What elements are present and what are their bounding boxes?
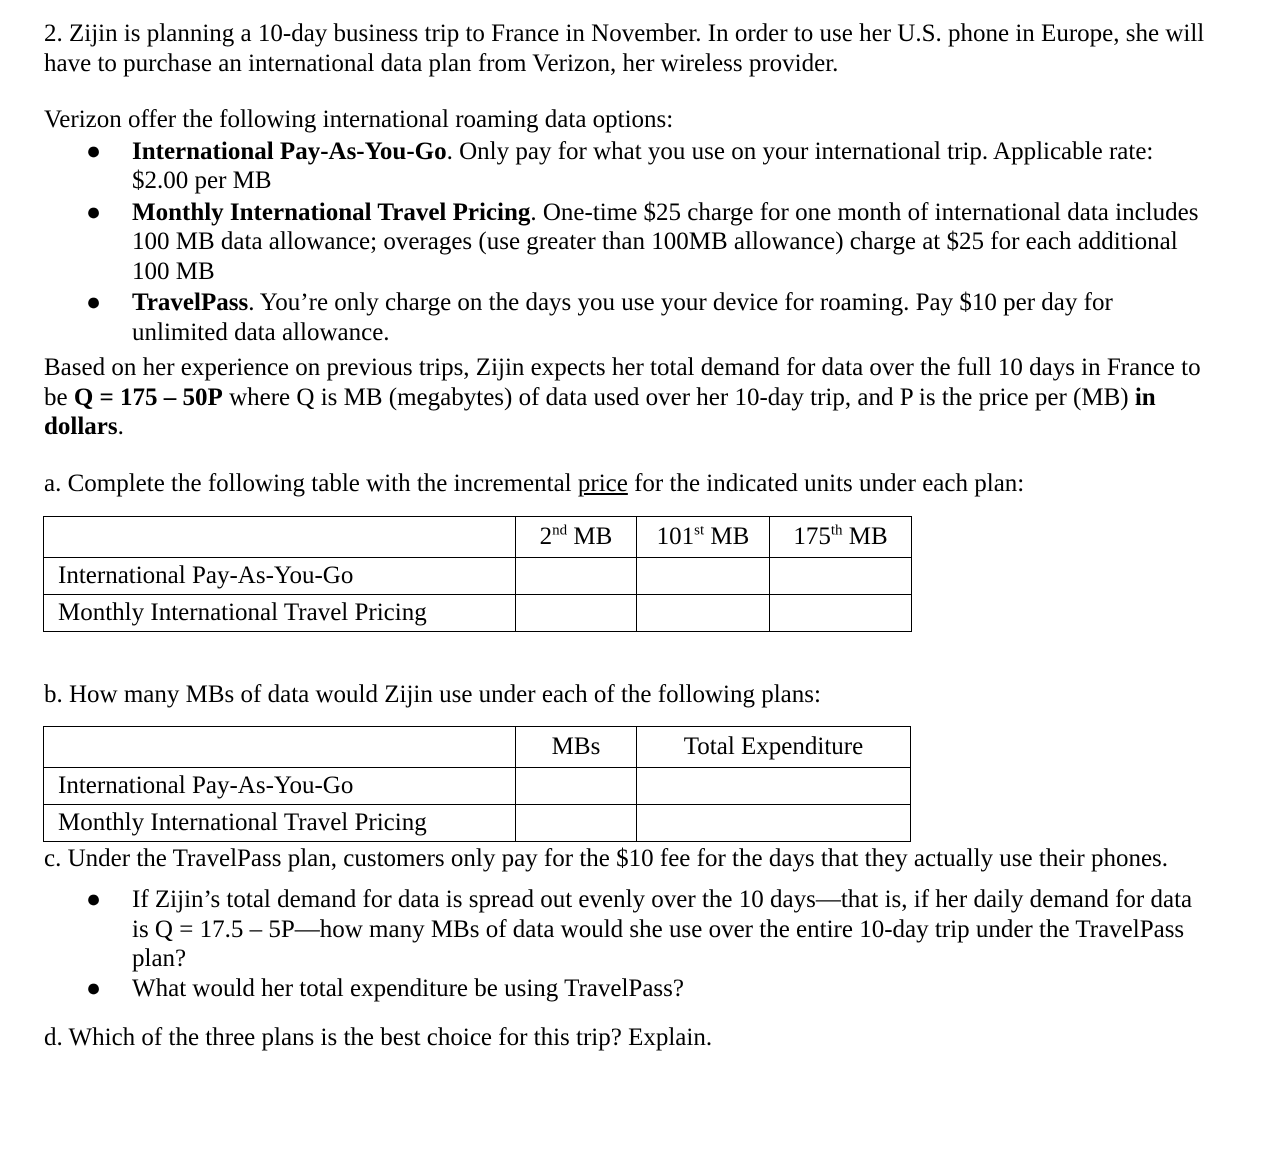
incremental-price-table xyxy=(43,516,912,632)
table-row xyxy=(44,767,911,804)
demand-equation: Q = 175 – 50P xyxy=(73,383,223,411)
table-header-row xyxy=(44,517,912,558)
plan-name: Monthly International Travel Pricing xyxy=(132,198,531,226)
answer-cell[interactable] xyxy=(637,595,770,632)
plan-description: . You’re only charge on the days you use your device for roaming. Pay $10 per day for unlimited data allowance. xyxy=(132,289,1113,346)
bullet-icon: ● xyxy=(86,974,102,1002)
row-label: International Pay-As-You-Go xyxy=(44,558,516,595)
plan-description: . One-time $25 charge for one month of international data includes 100 MB data allowance; overages (use greater than 100MB allowance) charge at $25 for each additional 100 MB xyxy=(132,198,1199,285)
worksheet-page xyxy=(44,19,1214,1053)
underlined-term: price xyxy=(577,469,628,497)
plan-option xyxy=(44,288,1214,347)
column-header: 101st MB xyxy=(637,517,770,558)
table-header-row xyxy=(44,726,911,767)
bullet-icon: ● xyxy=(86,137,102,165)
column-header: 175th MB xyxy=(770,517,912,558)
plan-name: TravelPass xyxy=(132,289,249,316)
answer-cell[interactable] xyxy=(770,595,912,632)
bullet-icon: ● xyxy=(86,886,102,913)
sub-question: ● What would her total expenditure be using TravelPass? xyxy=(86,974,684,1002)
plan-options-list xyxy=(44,137,1214,348)
problem-intro: 2. Zijin is planning a 10-day business trip to France in November. In order to use her U.S. phone in Europe, she will have to purchase an international data plan from Verizon, her wireless provider. xyxy=(44,20,1205,77)
usage-expenditure-table xyxy=(43,726,911,842)
question-c-bullets xyxy=(44,885,1214,1003)
question-b: b. How many MBs of data would Zijin use under each of the following plans: xyxy=(44,681,821,708)
answer-cell[interactable] xyxy=(516,804,637,841)
plan-description: . Only pay for what you use on your international trip. Applicable rate: $2.00 per MB xyxy=(132,137,1154,194)
plan-option xyxy=(44,137,1214,196)
answer-cell[interactable] xyxy=(637,558,770,595)
answer-cell[interactable] xyxy=(770,558,912,595)
options-lead: Verizon offer the following international roaming data options: xyxy=(44,106,674,133)
table-row xyxy=(44,558,912,595)
unit-emphasis: in dollars xyxy=(44,383,1156,440)
question-a: a. Complete the following table with the incremental price for the indicated units under each plan: xyxy=(44,469,1025,497)
bullet-icon: ● xyxy=(86,198,102,226)
plan-option xyxy=(44,198,1214,287)
demand-statement: Based on her experience on previous trips, Zijin expects her total demand for data over the full 10 days in France to be Q = 175 – 50P where Q is MB (megabytes) of data used over her 10-day trip, and P is the price per (MB) in dollars. xyxy=(44,354,1201,440)
sub-question: ● If Zijin’s total demand for data is spread out evenly over the 10 days—that is, if her daily demand for data is Q = 17.5 – 5P—how many MBs of data would she use over the entire 10-day trip under the TravelPass plan? xyxy=(86,886,1193,972)
answer-cell[interactable] xyxy=(516,595,637,632)
table-row xyxy=(44,595,912,632)
answer-cell[interactable] xyxy=(516,558,637,595)
row-label: International Pay-As-You-Go xyxy=(44,767,516,804)
answer-cell[interactable] xyxy=(637,767,911,804)
row-label: Monthly International Travel Pricing xyxy=(44,595,516,632)
spacer xyxy=(44,632,1214,680)
question-c: c. Under the TravelPass plan, customers only pay for the $10 fee for the days that they actually use their phones. xyxy=(44,844,1169,872)
row-label: Monthly International Travel Pricing xyxy=(44,804,516,841)
table-row xyxy=(44,804,911,841)
answer-cell[interactable] xyxy=(637,804,911,841)
plan-name: International Pay-As-You-Go xyxy=(132,137,447,165)
question-d: d. Which of the three plans is the best choice for this trip? Explain. xyxy=(44,1024,713,1051)
table-corner-cell xyxy=(44,726,516,767)
column-header: 2nd MB xyxy=(516,517,637,558)
column-header: Total Expenditure xyxy=(637,726,911,767)
bullet-icon: ● xyxy=(86,289,102,316)
answer-cell[interactable] xyxy=(516,767,637,804)
column-header: MBs xyxy=(516,726,637,767)
table-corner-cell xyxy=(44,517,516,558)
